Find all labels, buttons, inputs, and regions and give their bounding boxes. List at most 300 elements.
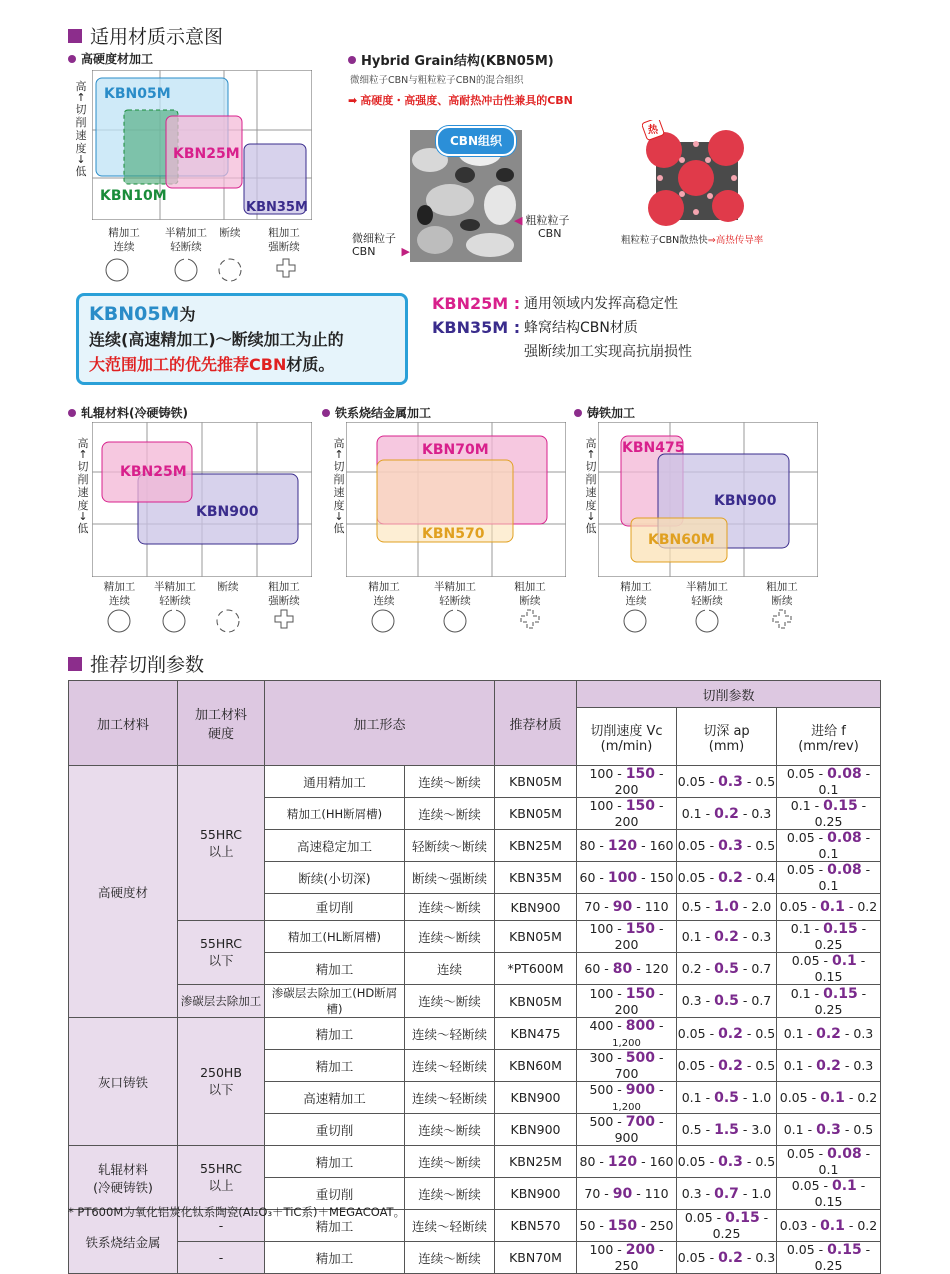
params-table-wrap bbox=[68, 680, 881, 1274]
cell-material: 铁系烧结金属 bbox=[69, 1210, 178, 1274]
cell-f bbox=[777, 1050, 881, 1082]
vc-max: 1,200 bbox=[612, 1038, 641, 1049]
note-text: 强断续加工实现高抗崩损性 bbox=[524, 344, 692, 360]
x-label-bottom: 连续 bbox=[373, 595, 395, 607]
f-recommended: 0.3 bbox=[816, 1121, 841, 1138]
cell-grade: KBN05M bbox=[495, 921, 577, 953]
table.groups.0.subgroups.1.hardness-line: 55HRC bbox=[199, 936, 243, 951]
range-separator: - bbox=[701, 960, 715, 976]
range-separator: - bbox=[613, 921, 626, 936]
ap-recommended: 0.2 bbox=[718, 1025, 743, 1042]
header-hardness-line1: 加工材料 bbox=[194, 708, 247, 723]
vc-min: 80 bbox=[579, 837, 596, 853]
ap-recommended: 0.15 bbox=[725, 1210, 760, 1226]
range-separator: - bbox=[759, 1210, 769, 1225]
header-material: 加工材料 bbox=[69, 681, 178, 766]
ap-max: 0.5 bbox=[755, 1057, 776, 1073]
f-max: 0.2 bbox=[857, 1089, 878, 1105]
range-separator: - bbox=[819, 1178, 832, 1193]
vc-min: 500 bbox=[589, 1082, 614, 1097]
chart-main-x-axis bbox=[92, 226, 312, 286]
range-separator: - bbox=[742, 773, 756, 789]
range-separator: - bbox=[738, 1121, 752, 1137]
ap-min: 0.05 bbox=[677, 773, 706, 789]
ap-recommended: 0.3 bbox=[718, 1153, 743, 1170]
red-arrow-icon: ➡ bbox=[348, 93, 358, 107]
header-params: 切削参数 bbox=[577, 681, 881, 708]
range-separator: - bbox=[632, 899, 645, 914]
section-title-params bbox=[68, 650, 204, 677]
x-label-bottom: 连续 bbox=[625, 595, 647, 607]
cell-grade: KBN25M bbox=[495, 830, 577, 862]
vc-max: 160 bbox=[649, 837, 674, 853]
range-separator: - bbox=[613, 985, 626, 1001]
chart-main-title bbox=[68, 50, 153, 67]
f-max: 0.25 bbox=[814, 1001, 843, 1017]
params-table-body bbox=[69, 766, 881, 1274]
x-label bbox=[256, 580, 312, 608]
vc-min: 300 bbox=[589, 1050, 614, 1065]
cell-vc bbox=[577, 862, 677, 894]
x-label bbox=[504, 580, 556, 608]
range-separator: - bbox=[857, 985, 867, 1001]
ap-recommended: 0.2 bbox=[714, 805, 739, 822]
vc-min: 70 bbox=[584, 1185, 601, 1201]
cell-f bbox=[777, 985, 881, 1018]
range-separator: - bbox=[705, 869, 719, 885]
cell-f bbox=[777, 1146, 881, 1178]
ap-min: 0.5 bbox=[681, 1121, 702, 1137]
y-axis-high: 高 bbox=[333, 437, 345, 450]
range-separator: - bbox=[655, 1050, 664, 1065]
chart-castiron-y-axis bbox=[584, 437, 598, 535]
vc-min: 70 bbox=[584, 899, 601, 914]
y-axis-label-char: 度 bbox=[333, 499, 345, 512]
header-f bbox=[777, 708, 881, 766]
table.groups.2.material-line: 轧辊材料 bbox=[97, 1161, 148, 1177]
y-axis-arrow-up-icon: ↑ bbox=[586, 448, 596, 461]
x-label bbox=[674, 580, 740, 608]
range-separator: - bbox=[814, 1242, 828, 1257]
chart-sintered-title-text: 铁系烧结金属加工 bbox=[335, 406, 432, 420]
cell-vc bbox=[577, 894, 677, 921]
chart-castiron-title-text: 铸铁加工 bbox=[587, 406, 636, 420]
header-form: 加工形态 bbox=[265, 681, 495, 766]
range-separator: - bbox=[655, 798, 664, 813]
range-separator: - bbox=[738, 899, 752, 914]
range-separator: - bbox=[655, 921, 664, 936]
ap-recommended: 0.3 bbox=[718, 837, 743, 854]
y-axis-label-char: 切 bbox=[585, 460, 597, 473]
continuous-cut-icon bbox=[106, 259, 128, 281]
table-row bbox=[69, 921, 881, 953]
y-axis-low: 低 bbox=[585, 522, 597, 535]
cell-f bbox=[777, 1242, 881, 1274]
vc-recommended: 100 bbox=[607, 869, 638, 886]
range-separator: - bbox=[742, 837, 756, 853]
x-label-top: 粗加工 bbox=[514, 581, 546, 593]
range-separator: - bbox=[861, 862, 871, 877]
params-table bbox=[68, 680, 881, 1274]
vc-min: 60 bbox=[584, 960, 601, 976]
callout-line3-red: 大范围加工的优先推荐CBN bbox=[89, 355, 287, 374]
y-axis-high: 高 bbox=[585, 437, 597, 450]
cell-grade: KBN05M bbox=[495, 985, 577, 1018]
ap-max: 0.5 bbox=[755, 1153, 776, 1169]
cell-mode: 连续～轻断续 bbox=[405, 1018, 495, 1050]
table.groups.3.subgroups.0.hardness-line: - bbox=[218, 1218, 224, 1233]
ap-min: 0.05 bbox=[677, 1153, 706, 1169]
chart-roll-x-axis bbox=[92, 580, 312, 640]
cell-mode: 连续～断续 bbox=[405, 1178, 495, 1210]
table-row bbox=[69, 985, 881, 1018]
section-title-text: 推荐切削参数 bbox=[90, 654, 205, 676]
grade-label-kbn60m: KBN60M bbox=[648, 532, 715, 548]
f-max: 0.25 bbox=[814, 1258, 843, 1273]
cell-ap bbox=[677, 921, 777, 953]
cell-grade: KBN60M bbox=[495, 1050, 577, 1082]
range-separator: - bbox=[600, 960, 613, 976]
grade-label-kbn10m: KBN10M bbox=[100, 188, 167, 204]
range-separator: - bbox=[613, 1018, 626, 1033]
y-axis-label-char: 速 bbox=[75, 129, 87, 142]
y-axis-label-char: 切 bbox=[77, 460, 89, 473]
ap-recommended: 0.2 bbox=[718, 869, 743, 886]
cell-ap bbox=[677, 766, 777, 798]
ap-max: 0.25 bbox=[712, 1226, 741, 1241]
f-recommended: 0.1 bbox=[820, 899, 845, 915]
range-separator: - bbox=[861, 830, 871, 845]
ap-recommended: 0.5 bbox=[714, 993, 739, 1009]
x-label-top: 精加工 bbox=[368, 581, 400, 593]
x-label-bottom: 断续 bbox=[217, 581, 239, 593]
cell-vc bbox=[577, 1018, 677, 1050]
bullet-icon bbox=[574, 409, 582, 417]
cell-ap bbox=[677, 985, 777, 1018]
cell-grade: KBN900 bbox=[495, 894, 577, 921]
y-axis-label-char: 度 bbox=[585, 499, 597, 512]
cell-ap bbox=[677, 1178, 777, 1210]
cell-ap bbox=[677, 1114, 777, 1146]
f-max: 0.3 bbox=[853, 1057, 874, 1073]
header-grade: 推荐材质 bbox=[495, 681, 577, 766]
f-min: 0.1 bbox=[783, 1025, 804, 1041]
header-vc-line1: 切削速度 Vc bbox=[590, 723, 663, 739]
cell-hardness bbox=[178, 985, 265, 1018]
range-separator: - bbox=[803, 1057, 817, 1073]
y-axis-label-char: 切 bbox=[333, 460, 345, 473]
y-axis-label-char: 度 bbox=[77, 499, 89, 512]
range-separator: - bbox=[705, 773, 719, 789]
y-axis-label-char: 削 bbox=[75, 116, 87, 129]
range-separator: - bbox=[705, 1249, 719, 1265]
chart-main-y-axis bbox=[74, 80, 88, 178]
cell-vc bbox=[577, 766, 677, 798]
ap-max: 0.3 bbox=[755, 1249, 776, 1265]
cell-mode: 连续～断续 bbox=[405, 1114, 495, 1146]
range-separator: - bbox=[742, 1153, 756, 1169]
range-separator: - bbox=[807, 1217, 821, 1233]
range-separator: - bbox=[742, 869, 756, 885]
range-separator: - bbox=[738, 993, 752, 1008]
cell-material bbox=[69, 1146, 178, 1210]
chart-roll-title-text: 轧辊材料(冷硬铸铁) bbox=[81, 406, 188, 420]
range-separator: - bbox=[705, 1057, 719, 1073]
vc-max: 150 bbox=[649, 869, 674, 885]
ap-min: 0.2 bbox=[681, 960, 702, 976]
y-axis-label-char: 切 bbox=[75, 103, 87, 116]
bullet-icon bbox=[68, 409, 76, 417]
range-separator: - bbox=[595, 1153, 608, 1169]
range-separator: - bbox=[655, 1018, 664, 1033]
range-separator: - bbox=[807, 1089, 821, 1105]
cell-form: 渗碳层去除加工(HD断屑槽) bbox=[265, 985, 405, 1018]
note-grade-kbn25m: KBN25M : bbox=[432, 294, 521, 313]
f-min: 0.05 bbox=[779, 899, 808, 914]
f-min: 0.05 bbox=[791, 953, 820, 968]
hybrid-tagline-text: 高硬度・高强度、高耐热冲击性兼具的CBN bbox=[360, 94, 573, 107]
range-separator: - bbox=[701, 899, 715, 914]
cell-ap bbox=[677, 1082, 777, 1114]
f-min: 0.05 bbox=[786, 1146, 815, 1161]
range-separator: - bbox=[613, 1114, 626, 1129]
heavy-interrupted-cut-icon bbox=[275, 610, 293, 628]
range-separator: - bbox=[705, 1025, 719, 1041]
pointer-arrow-icon: ▶ bbox=[401, 245, 410, 258]
vc-min: 500 bbox=[589, 1114, 614, 1129]
continuous-cut-icon bbox=[624, 610, 646, 632]
x-label-top: 粗加工 bbox=[268, 227, 300, 239]
y-axis-arrow-up-icon: ↑ bbox=[76, 91, 86, 104]
ap-recommended: 0.5 bbox=[714, 1089, 739, 1106]
vc-recommended: 800 bbox=[625, 1018, 656, 1034]
f-max: 0.1 bbox=[818, 846, 839, 861]
cell-grade: KBN05M bbox=[495, 766, 577, 798]
x-label-top: 粗加工 bbox=[268, 581, 300, 593]
range-separator: - bbox=[742, 1249, 756, 1265]
y-axis-arrow-down-icon: ↓ bbox=[334, 510, 344, 523]
ap-min: 0.5 bbox=[681, 899, 702, 914]
table.groups.2.subgroups.0.hardness-line: 以上 bbox=[208, 1178, 234, 1193]
range-separator: - bbox=[637, 869, 650, 885]
cell-vc bbox=[577, 1146, 677, 1178]
range-separator: - bbox=[810, 921, 824, 936]
continuous-cut-icon bbox=[372, 610, 394, 632]
vc-min: 100 bbox=[589, 985, 614, 1001]
ap-recommended: 0.2 bbox=[718, 1249, 743, 1266]
vc-recommended: 80 bbox=[612, 960, 633, 977]
cell-hardness bbox=[178, 766, 265, 921]
range-separator: - bbox=[613, 1050, 626, 1065]
range-separator: - bbox=[701, 1089, 715, 1105]
cell-form: 重切削 bbox=[265, 894, 405, 921]
x-label bbox=[256, 226, 312, 254]
table.groups.1.subgroups.0.hardness-line: 250HB bbox=[200, 1065, 242, 1080]
cell-mode: 断续～强断续 bbox=[405, 862, 495, 894]
callout-grade: KBN05M bbox=[89, 303, 180, 325]
header-vc bbox=[577, 708, 677, 766]
vc-recommended: 200 bbox=[625, 1242, 656, 1258]
ap-max: 0.3 bbox=[751, 805, 772, 821]
interrupted-cut-icon bbox=[217, 610, 239, 632]
table-row bbox=[69, 1146, 881, 1178]
range-separator: - bbox=[861, 1242, 871, 1257]
cell-vc bbox=[577, 1242, 677, 1274]
y-axis-high: 高 bbox=[75, 80, 87, 93]
range-separator: - bbox=[814, 830, 828, 845]
y-axis-label-char: 削 bbox=[585, 473, 597, 486]
f-min: 0.05 bbox=[786, 766, 815, 781]
cell-vc bbox=[577, 1082, 677, 1114]
range-separator: - bbox=[655, 1114, 664, 1129]
cell-mode: 连续～轻断续 bbox=[405, 1050, 495, 1082]
f-recommended: 0.2 bbox=[816, 1057, 841, 1074]
cell-hardness bbox=[178, 921, 265, 985]
table.groups.3.subgroups.1.hardness-line: - bbox=[218, 1250, 224, 1265]
x-label bbox=[92, 580, 147, 608]
ap-max: 0.7 bbox=[751, 960, 772, 976]
table-row bbox=[69, 1018, 881, 1050]
range-separator: - bbox=[705, 1153, 719, 1169]
f-max: 0.1 bbox=[818, 782, 839, 797]
range-separator: - bbox=[819, 953, 832, 968]
cell-f bbox=[777, 1178, 881, 1210]
range-separator: - bbox=[810, 798, 824, 813]
chart-sintered-title bbox=[322, 404, 431, 421]
cell-f bbox=[777, 1210, 881, 1242]
fine-cbn-label bbox=[352, 232, 410, 258]
note-text: 蜂窝结构CBN材质 bbox=[524, 320, 638, 336]
y-axis-arrow-up-icon: ↑ bbox=[334, 448, 344, 461]
fine-label-line1: 微细粒子 bbox=[352, 232, 396, 245]
f-recommended: 0.15 bbox=[827, 1242, 862, 1258]
ap-min: 0.1 bbox=[681, 805, 702, 821]
range-separator: - bbox=[705, 837, 719, 853]
light-interrupted-cut-icon bbox=[696, 609, 718, 632]
y-axis-label-char: 削 bbox=[77, 473, 89, 486]
section-title-materials bbox=[68, 22, 223, 49]
header-f-line1: 进给 f bbox=[811, 723, 846, 739]
chart-roll-title bbox=[68, 404, 188, 421]
y-axis-arrow-up-icon: ↑ bbox=[78, 448, 88, 461]
heavy-interrupted-cut-icon bbox=[277, 259, 295, 277]
cut-mode-icons bbox=[92, 256, 312, 286]
cell-form: 精加工 bbox=[265, 1242, 405, 1274]
f-max: 0.25 bbox=[814, 814, 843, 829]
cell-form: 精加工(HH断屑槽) bbox=[265, 798, 405, 830]
chart-main-title-text: 高硬度材加工 bbox=[81, 52, 154, 66]
cell-vc bbox=[577, 1178, 677, 1210]
cell-mode: 连续～断续 bbox=[405, 1146, 495, 1178]
chart-castiron-x-axis bbox=[598, 580, 818, 640]
f-min: 0.05 bbox=[786, 862, 815, 877]
range-separator: - bbox=[595, 837, 608, 853]
cell-mode: 连续～断续 bbox=[405, 985, 495, 1018]
range-separator: - bbox=[738, 1089, 752, 1105]
vc-recommended: 90 bbox=[612, 899, 633, 915]
range-separator: - bbox=[595, 1217, 608, 1233]
section-title-text: 适用材质示意图 bbox=[90, 26, 224, 48]
vc-min: 100 bbox=[589, 1242, 614, 1257]
range-separator: - bbox=[655, 1242, 664, 1257]
vc-max: 120 bbox=[644, 960, 669, 976]
range-separator: - bbox=[857, 798, 867, 813]
fine-label-line2: CBN bbox=[352, 245, 376, 258]
range-separator: - bbox=[742, 1025, 756, 1041]
cell-form: 精加工(HL断屑槽) bbox=[265, 921, 405, 953]
ap-recommended: 0.2 bbox=[714, 928, 739, 945]
grade-label-kbn570: KBN570 bbox=[422, 526, 485, 542]
range-separator: - bbox=[701, 928, 715, 944]
vc-max: 110 bbox=[644, 1185, 669, 1201]
ap-max: 1.0 bbox=[751, 1185, 772, 1201]
x-label-top: 精加工 bbox=[108, 227, 140, 239]
hybrid-title bbox=[348, 50, 554, 69]
range-separator: - bbox=[814, 862, 828, 877]
f-max: 0.2 bbox=[857, 1217, 878, 1233]
y-axis-low: 低 bbox=[333, 522, 345, 535]
x-label bbox=[422, 580, 488, 608]
ap-min: 0.1 bbox=[681, 1089, 702, 1105]
y-axis-arrow-down-icon: ↓ bbox=[76, 153, 86, 166]
grade-label-kbn900: KBN900 bbox=[196, 504, 259, 520]
f-recommended: 0.1 bbox=[820, 1089, 845, 1106]
y-axis-label-char: 度 bbox=[75, 142, 87, 155]
x-label-bottom: 断续 bbox=[519, 595, 541, 607]
x-label bbox=[356, 580, 412, 608]
x-label bbox=[210, 226, 250, 240]
y-axis-label-char: 速 bbox=[333, 486, 345, 499]
x-label-top: 精加工 bbox=[103, 581, 136, 593]
cell-form: 精加工 bbox=[265, 1050, 405, 1082]
vc-max: 200 bbox=[614, 782, 639, 797]
header-hardness-line2: 硬度 bbox=[207, 727, 234, 742]
heat-icon-text: 热 bbox=[648, 125, 658, 136]
vc-max: 200 bbox=[614, 814, 639, 829]
range-separator: - bbox=[712, 1210, 726, 1225]
x-label-bottom: 轻断续 bbox=[691, 595, 723, 607]
interrupted-cut-icon bbox=[521, 610, 539, 628]
f-recommended: 0.08 bbox=[827, 766, 862, 782]
header-hardness bbox=[178, 681, 265, 766]
ap-recommended: 1.0 bbox=[714, 899, 739, 915]
x-label-top: 半精加工 bbox=[686, 581, 728, 593]
f-min: 0.1 bbox=[790, 921, 811, 936]
table.groups.0.subgroups.0.hardness-line: 以上 bbox=[208, 843, 234, 859]
f-min: 0.05 bbox=[791, 1178, 820, 1193]
vc-max: 110 bbox=[644, 899, 669, 914]
interrupted-cut-icon bbox=[773, 610, 791, 628]
note-text: 通用领域内发挥高稳定性 bbox=[524, 296, 678, 312]
range-separator: - bbox=[632, 960, 645, 976]
x-label bbox=[142, 580, 208, 608]
bullet-icon bbox=[322, 409, 330, 417]
hybrid-tagline bbox=[348, 92, 573, 108]
cell-mode: 连续～断续 bbox=[405, 921, 495, 953]
cell-hardness bbox=[178, 1018, 265, 1146]
cell-ap bbox=[677, 798, 777, 830]
coarse-cbn-label bbox=[514, 214, 569, 240]
range-separator: - bbox=[637, 1217, 650, 1233]
range-separator: - bbox=[844, 1217, 858, 1233]
x-label bbox=[208, 580, 248, 594]
light-interrupted-cut-icon bbox=[444, 609, 466, 632]
x-label-bottom: 断续 bbox=[219, 227, 241, 239]
y-axis-arrow-down-icon: ↓ bbox=[78, 510, 88, 523]
f-max: 0.15 bbox=[814, 969, 843, 984]
table-row bbox=[69, 1242, 881, 1274]
vc-recommended: 150 bbox=[625, 921, 656, 937]
